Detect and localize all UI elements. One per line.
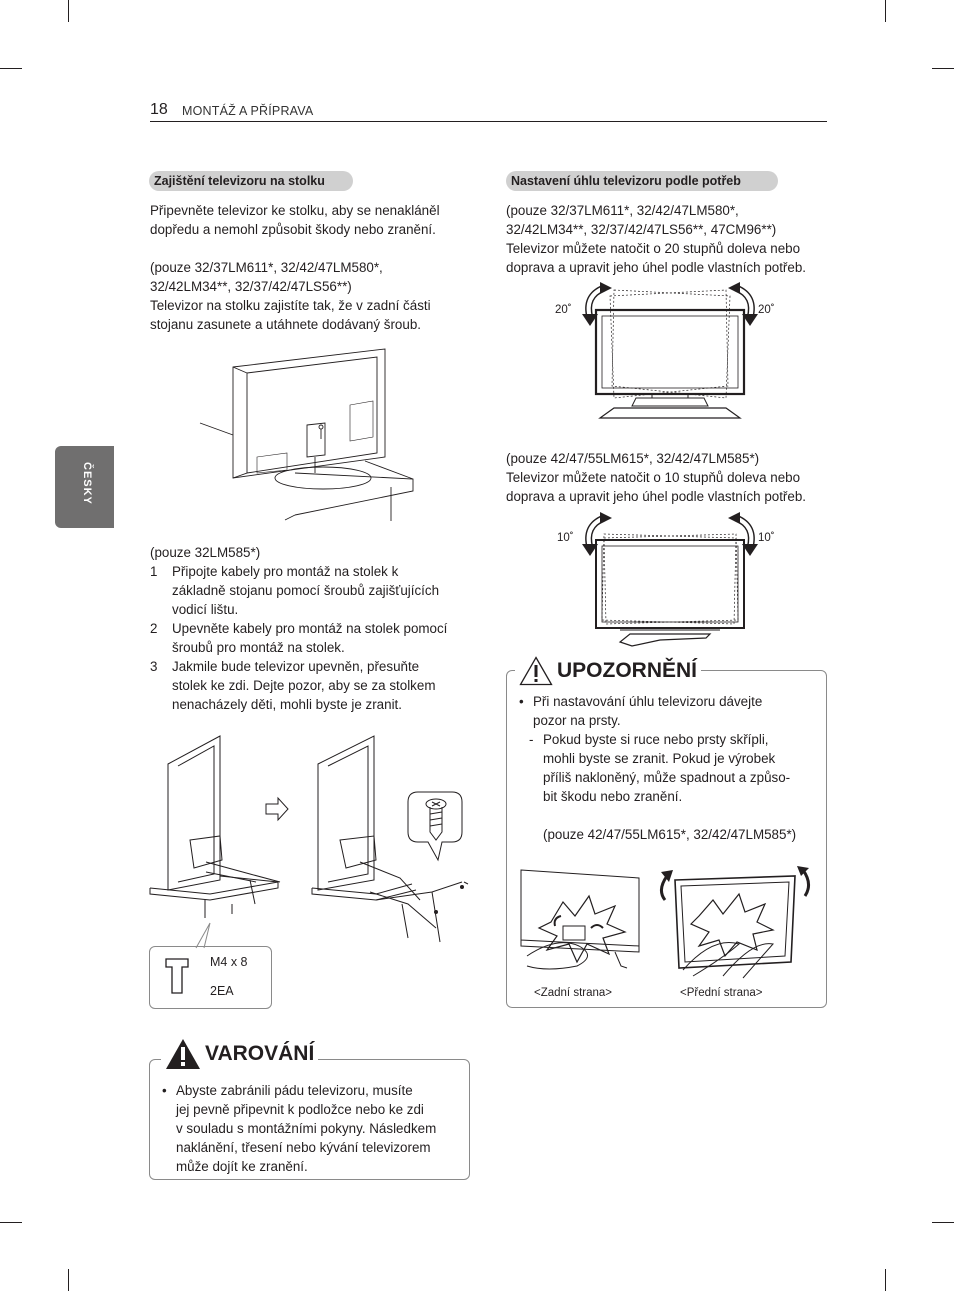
swivel-10-illustration [580,512,760,652]
warning-title: VAROVÁNÍ [205,1042,315,1065]
step-text: Upevněte kabely pro montáž na stolek pomocí šroubů pro montáž na stolek. [172,621,448,655]
caution-title: UPOZORNĚNÍ [557,659,698,682]
crop-mark [932,1222,954,1223]
angle-label-left-10: 10˚ [557,532,574,544]
crop-mark [68,1269,69,1291]
back-side-label: <Zadní strana> [534,987,612,999]
crop-mark [885,1269,886,1291]
section-header-title: MONTÁŽ A PŘÍPRAVA [182,104,314,118]
crop-mark [68,0,69,22]
angle-models-20-text: (pouze 32/37LM611*, 32/42/47LM580*, 32/42LM34**, 32/37/42/47LS56**, 47CM96**) Televizor můžete natočit o 20 stupňů doleva nebo doprava a upravit jeho úhel podle vlastních potřeb. [506,203,807,275]
section-title-secure-tv: Zajištění televizoru na stolku [149,171,353,191]
angle-label-right-10: 10˚ [758,532,775,544]
angle-label-left-20: 20˚ [555,304,572,316]
tv-back-table-illustration [195,345,420,525]
warning-text: Abyste zabránili pádu televizoru, musíte jej pevně připevnit k podložce nebo ke zdi v souladu s montážními pokyny. Následkem naklánění, třesení nebo kývání televizorem může dojít ke zranění. [176,1083,437,1174]
step-text: Jakmile bude televizor upevněn, přesuňte stolek ke zdi. Dejte pozor, aby se za stolkem nenacházely děti, mohli byste je zranit. [172,659,436,712]
warning-triangle-icon [165,1038,201,1070]
crop-mark [932,68,954,69]
caution-text: Při nastavování úhlu televizoru dávejte pozor na prsty. [533,694,763,728]
caution-subtext: Pokud byste si ruce nebo prsty skřípli, mohli byste se zranit. Pokud je výrobek příliš nakloněný, může spadnout a způso- bit škodu nebo zranění. (pouze 42/47/55LM615*, 32/42/47LM585*) [543,732,797,842]
section-title-tv-angle: Nastavení úhlu televizoru podle potřeb [506,171,778,191]
caution-dash: - [529,732,534,747]
step-text: Připojte kabely pro montáž na stolek k základně stojanu pomocí šroubů zajišťujících vodicí lištu. [172,564,440,617]
angle-models-10-text: (pouze 42/47/55LM615*, 32/42/47LM585*) Televizor můžete natočit o 10 stupňů doleva nebo doprava a upravit jeho úhel podle vlastních potřeb. [506,451,807,504]
language-label: ČESKY [81,462,93,505]
caution-triangle-icon [519,656,553,686]
caution-heading [515,656,701,686]
models-32lm585-text: (pouze 32LM585*) [150,545,261,560]
finger-pinch-back-illustration [517,866,647,976]
crop-mark [885,0,886,22]
finger-pinch-front-illustration [653,866,813,978]
swivel-20-illustration [580,282,760,428]
step-number: 2 [150,621,158,636]
front-side-label: <Přední strana> [680,987,763,999]
page-number: 18 [150,101,168,118]
step-number: 1 [150,564,158,579]
secure-intro-text: Připevněte televizor ke stolku, aby se nenakláněl dopředu a nemohl způsobit škody nebo zranění. [150,203,440,237]
warning-bullet: • [162,1083,167,1098]
crop-mark [0,68,22,69]
language-side-tab [55,446,114,528]
caution-bullet: • [519,694,524,709]
step-number: 3 [150,659,158,674]
crop-mark [0,1222,22,1223]
cable-mount-illustration [150,732,472,942]
screw-icon [164,957,190,995]
angle-label-right-20: 20˚ [758,304,775,316]
screw-spec-box [149,946,272,1009]
warning-heading [161,1038,318,1070]
screw-quantity: 2EA [210,984,234,998]
secure-models-text: (pouze 32/37LM611*, 32/42/47LM580*, 32/42LM34**, 32/37/42/47LS56**) Televizor na stolku zajistíte tak, že v zadní části stojanu zasunete a utáhnete dodávaný šroub. [150,260,431,332]
screw-size: M4 x 8 [210,955,248,969]
header-rule [150,121,827,122]
